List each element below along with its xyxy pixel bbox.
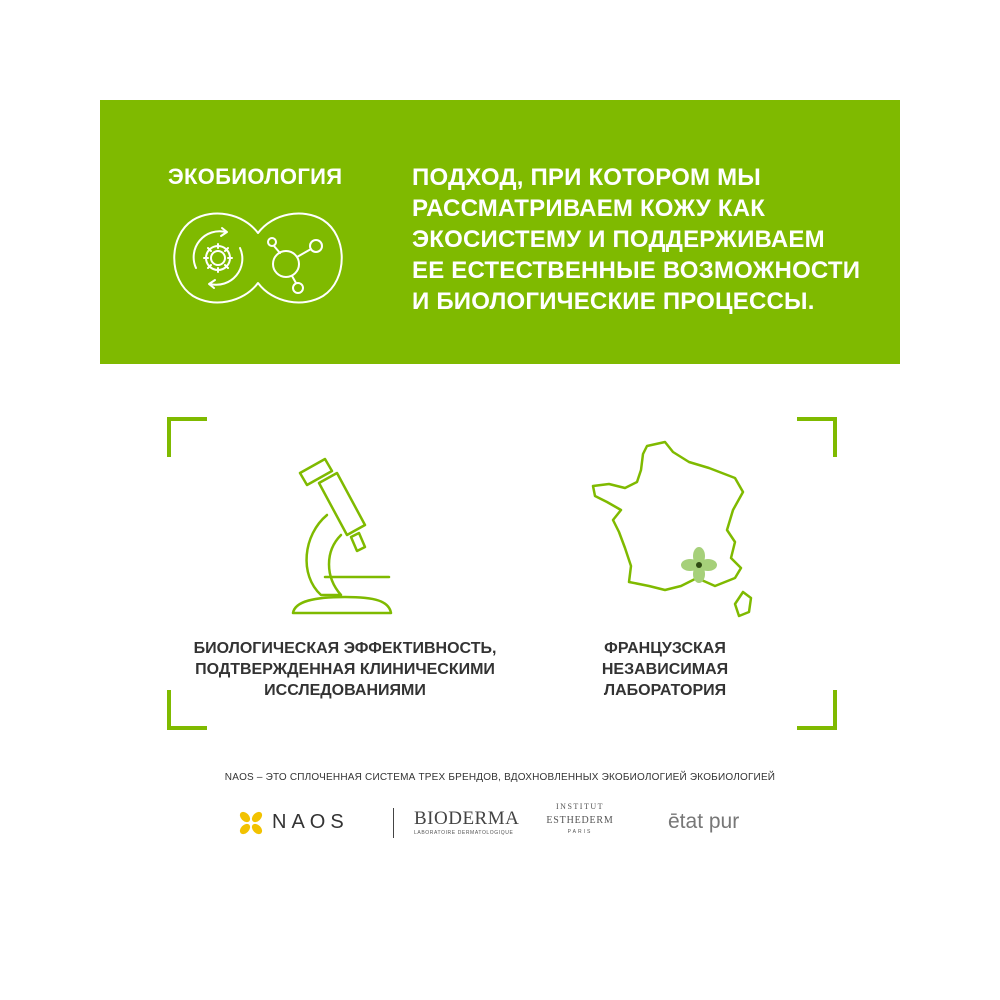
ecobiology-banner — [100, 100, 900, 364]
bioderma-tagline: LABORATOIRE DERMATOLOGIQUE — [414, 830, 514, 836]
banner-description-line: РАССМАТРИВАЕМ КОЖУ КАК — [412, 195, 766, 222]
banner-title: ЭКОБИОЛОГИЯ — [168, 164, 343, 189]
esthederm-wordmark: ESTHEDERM — [546, 815, 614, 826]
banner-description-line: И БИОЛОГИЧЕСКИЕ ПРОЦЕССЫ. — [412, 288, 815, 315]
feature-caption-clinical — [170, 638, 520, 701]
logo-divider — [393, 808, 394, 838]
frame-corner-top-right — [797, 417, 837, 457]
naos-wordmark: NAOS — [272, 811, 349, 833]
feature-caption-line: ФРАНЦУЗСКАЯ — [604, 640, 726, 657]
frame-corner-bottom-right — [797, 690, 837, 730]
bioderma-wordmark: BIODERMA — [414, 808, 520, 829]
feature-caption-laboratory — [560, 638, 770, 701]
ecobiology-cycle-icon — [168, 208, 348, 308]
feature-caption-line: ЛАБОРАТОРИЯ — [603, 682, 727, 699]
banner-description — [412, 162, 882, 317]
france-map-icon — [585, 440, 755, 630]
banner-description-line: ПОДХОД, ПРИ КОТОРОМ МЫ — [412, 164, 762, 191]
banner-description-line: ЭКОСИСТЕМУ И ПОДДЕРЖИВАЕМ — [412, 226, 825, 253]
esthederm-logo — [545, 802, 615, 846]
feature-caption-line: НЕЗАВИСИМАЯ — [601, 661, 729, 678]
esthederm-paris: PARIS — [567, 829, 593, 835]
brand-logos — [0, 800, 1000, 850]
naos-flower-icon — [238, 810, 264, 836]
frame-corner-top-left — [167, 417, 207, 457]
footer-note: NAOS – ЭТО СПЛОЧЕННАЯ СИСТЕМА ТРЕХ БРЕНДОВ, ВДОХНОВЛЕННЫХ ЭКОБИОЛОГИЕЙ ЭКОБИОЛОГИЕЙ — [224, 772, 776, 783]
esthederm-institut: INSTITUT — [556, 802, 604, 811]
flower-marker-icon — [681, 547, 717, 583]
feature-caption-line: ПОДТВЕРЖДЕННАЯ КЛИНИЧЕСКИМИ — [195, 661, 495, 678]
feature-caption-line: ИССЛЕДОВАНИЯМИ — [264, 682, 426, 699]
banner-description-line: ЕЕ ЕСТЕСТВЕННЫЕ ВОЗМОЖНОСТИ — [412, 257, 861, 284]
naos-logo — [238, 808, 368, 838]
microscope-icon — [285, 455, 405, 620]
feature-caption-line: БИОЛОГИЧЕСКАЯ ЭФФЕКТИВНОСТЬ, — [193, 640, 497, 657]
etatpur-logo: ētat pur — [668, 810, 740, 833]
bioderma-logo — [414, 808, 519, 842]
